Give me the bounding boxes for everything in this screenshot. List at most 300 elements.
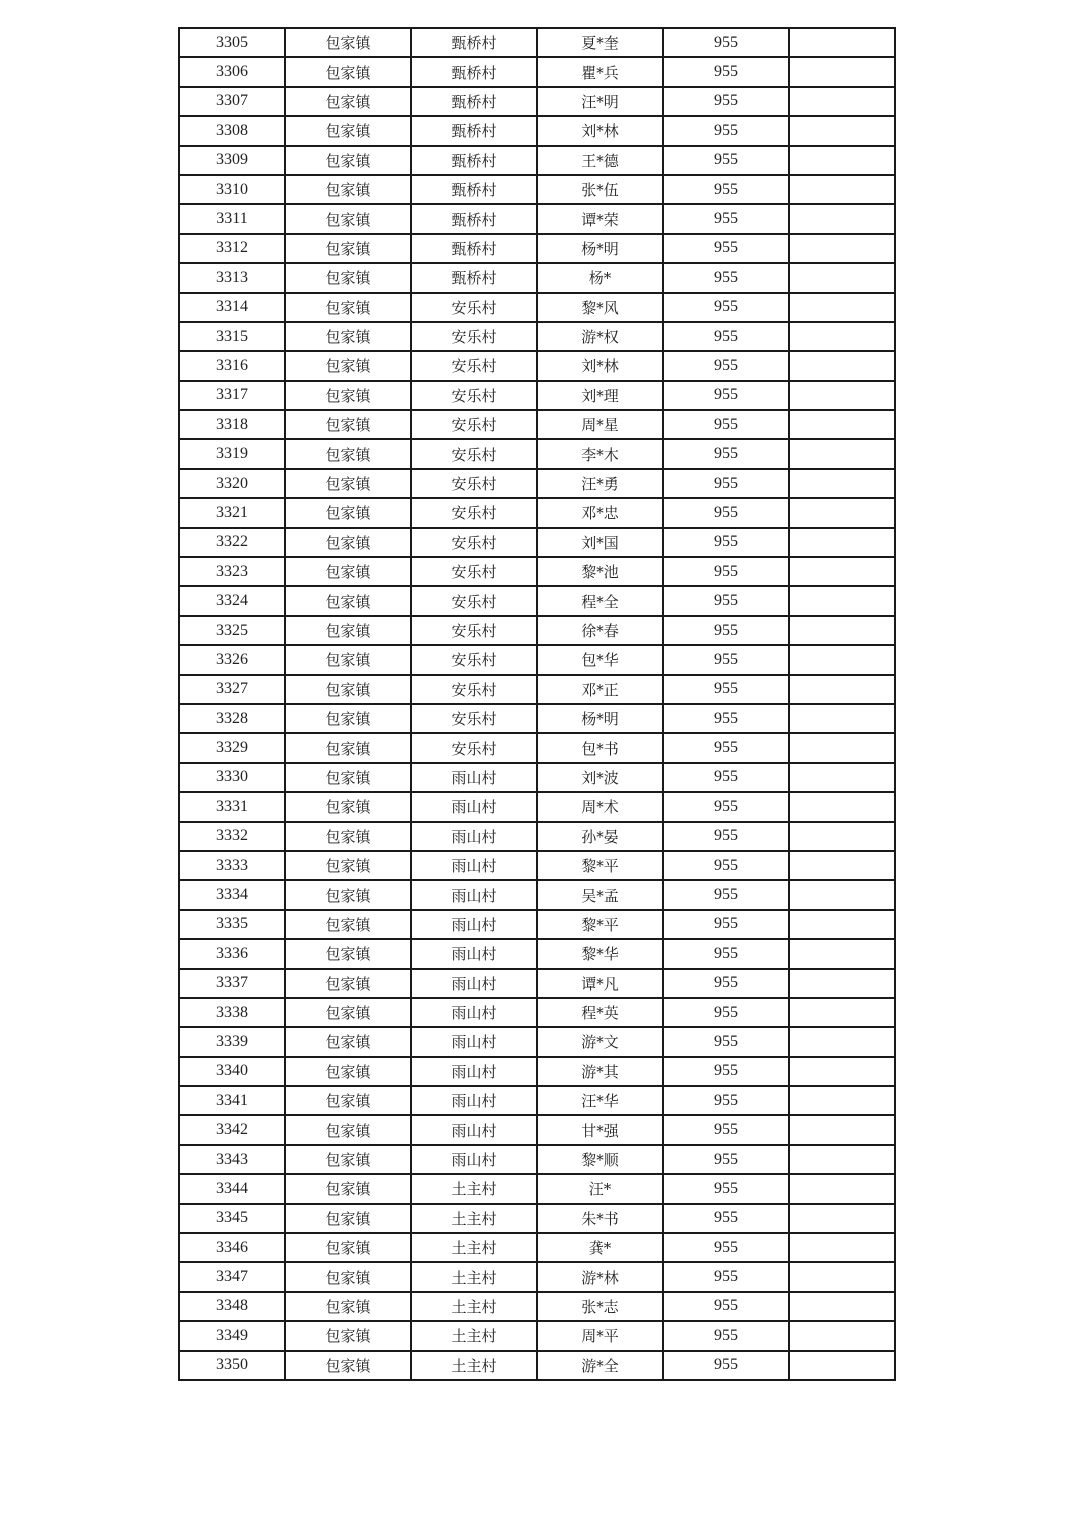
cell-town: 包家镇: [285, 1233, 411, 1262]
cell-remark: [789, 351, 895, 380]
cell-serial-number: 3313: [179, 263, 285, 292]
table-row: [179, 1233, 895, 1262]
cell-person-name: 周*术: [537, 792, 663, 821]
cell-serial-number: 3345: [179, 1204, 285, 1233]
cell-person-name: 黎*平: [537, 851, 663, 880]
cell-village: 安乐村: [411, 293, 537, 322]
cell-serial-number: 3315: [179, 322, 285, 351]
cell-amount: 955: [663, 87, 789, 116]
cell-town: 包家镇: [285, 969, 411, 998]
cell-town: 包家镇: [285, 557, 411, 586]
cell-serial-number: 3317: [179, 381, 285, 410]
cell-town: 包家镇: [285, 1351, 411, 1380]
table-row: [179, 410, 895, 439]
cell-village: 雨山村: [411, 1057, 537, 1086]
cell-serial-number: 3320: [179, 469, 285, 498]
cell-remark: [789, 1204, 895, 1233]
cell-village: 安乐村: [411, 704, 537, 733]
cell-remark: [789, 910, 895, 939]
cell-town: 包家镇: [285, 410, 411, 439]
cell-remark: [789, 1262, 895, 1291]
cell-amount: 955: [663, 616, 789, 645]
cell-village: 甄桥村: [411, 146, 537, 175]
cell-remark: [789, 263, 895, 292]
cell-village: 安乐村: [411, 410, 537, 439]
cell-town: 包家镇: [285, 498, 411, 527]
cell-amount: 955: [663, 204, 789, 233]
cell-person-name: 周*平: [537, 1321, 663, 1350]
cell-amount: 955: [663, 822, 789, 851]
cell-amount: 955: [663, 1321, 789, 1350]
cell-person-name: 汪*华: [537, 1086, 663, 1115]
cell-town: 包家镇: [285, 1174, 411, 1203]
cell-town: 包家镇: [285, 586, 411, 615]
cell-serial-number: 3338: [179, 998, 285, 1027]
cell-amount: 955: [663, 381, 789, 410]
cell-amount: 955: [663, 322, 789, 351]
cell-remark: [789, 1292, 895, 1321]
cell-serial-number: 3318: [179, 410, 285, 439]
cell-town: 包家镇: [285, 822, 411, 851]
cell-serial-number: 3330: [179, 763, 285, 792]
cell-amount: 955: [663, 175, 789, 204]
table-row: [179, 822, 895, 851]
table-row: [179, 733, 895, 762]
cell-person-name: 包*书: [537, 733, 663, 762]
cell-village: 安乐村: [411, 351, 537, 380]
cell-village: 安乐村: [411, 381, 537, 410]
cell-amount: 955: [663, 880, 789, 909]
cell-serial-number: 3331: [179, 792, 285, 821]
cell-village: 土主村: [411, 1204, 537, 1233]
cell-remark: [789, 880, 895, 909]
cell-town: 包家镇: [285, 351, 411, 380]
cell-serial-number: 3309: [179, 146, 285, 175]
cell-village: 安乐村: [411, 645, 537, 674]
table-row: [179, 998, 895, 1027]
cell-village: 安乐村: [411, 498, 537, 527]
cell-serial-number: 3311: [179, 204, 285, 233]
cell-village: 雨山村: [411, 939, 537, 968]
cell-person-name: 吴*孟: [537, 880, 663, 909]
cell-amount: 955: [663, 1057, 789, 1086]
cell-remark: [789, 586, 895, 615]
cell-remark: [789, 57, 895, 86]
cell-amount: 955: [663, 469, 789, 498]
cell-person-name: 游*权: [537, 322, 663, 351]
cell-serial-number: 3348: [179, 1292, 285, 1321]
cell-amount: 955: [663, 439, 789, 468]
cell-village: 安乐村: [411, 616, 537, 645]
cell-serial-number: 3342: [179, 1115, 285, 1144]
cell-serial-number: 3314: [179, 293, 285, 322]
cell-serial-number: 3335: [179, 910, 285, 939]
table-row: [179, 880, 895, 909]
cell-person-name: 张*志: [537, 1292, 663, 1321]
cell-remark: [789, 528, 895, 557]
cell-town: 包家镇: [285, 322, 411, 351]
cell-serial-number: 3316: [179, 351, 285, 380]
table-row: [179, 234, 895, 263]
cell-village: 雨山村: [411, 969, 537, 998]
cell-remark: [789, 1145, 895, 1174]
cell-village: 甄桥村: [411, 28, 537, 57]
cell-remark: [789, 469, 895, 498]
document-page: [178, 27, 896, 1381]
cell-person-name: 张*伍: [537, 175, 663, 204]
table-row: [179, 1086, 895, 1115]
table-row: [179, 116, 895, 145]
table-row: [179, 645, 895, 674]
cell-amount: 955: [663, 498, 789, 527]
cell-serial-number: 3336: [179, 939, 285, 968]
cell-remark: [789, 616, 895, 645]
cell-person-name: 黎*风: [537, 293, 663, 322]
cell-village: 土主村: [411, 1233, 537, 1262]
cell-person-name: 瞿*兵: [537, 57, 663, 86]
cell-amount: 955: [663, 410, 789, 439]
cell-village: 雨山村: [411, 1027, 537, 1056]
cell-serial-number: 3322: [179, 528, 285, 557]
cell-remark: [789, 1027, 895, 1056]
cell-village: 安乐村: [411, 322, 537, 351]
cell-town: 包家镇: [285, 57, 411, 86]
cell-person-name: 刘*林: [537, 116, 663, 145]
cell-amount: 955: [663, 645, 789, 674]
cell-serial-number: 3328: [179, 704, 285, 733]
cell-person-name: 刘*国: [537, 528, 663, 557]
cell-village: 安乐村: [411, 586, 537, 615]
table-row: [179, 87, 895, 116]
cell-town: 包家镇: [285, 439, 411, 468]
cell-amount: 955: [663, 57, 789, 86]
table-row: [179, 1027, 895, 1056]
cell-remark: [789, 822, 895, 851]
cell-town: 包家镇: [285, 1027, 411, 1056]
cell-remark: [789, 146, 895, 175]
cell-village: 甄桥村: [411, 116, 537, 145]
cell-village: 雨山村: [411, 792, 537, 821]
table-row: [179, 675, 895, 704]
cell-person-name: 朱*书: [537, 1204, 663, 1233]
table-row: [179, 969, 895, 998]
cell-amount: 955: [663, 146, 789, 175]
cell-serial-number: 3343: [179, 1145, 285, 1174]
cell-amount: 955: [663, 263, 789, 292]
cell-amount: 955: [663, 1233, 789, 1262]
cell-remark: [789, 410, 895, 439]
table-row: [179, 792, 895, 821]
cell-remark: [789, 204, 895, 233]
cell-amount: 955: [663, 28, 789, 57]
cell-amount: 955: [663, 1292, 789, 1321]
cell-remark: [789, 939, 895, 968]
cell-person-name: 包*华: [537, 645, 663, 674]
table-row: [179, 204, 895, 233]
table-row: [179, 851, 895, 880]
cell-village: 安乐村: [411, 469, 537, 498]
table-row: [179, 910, 895, 939]
table-row: [179, 1115, 895, 1144]
cell-remark: [789, 998, 895, 1027]
cell-person-name: 游*其: [537, 1057, 663, 1086]
cell-serial-number: 3325: [179, 616, 285, 645]
cell-village: 雨山村: [411, 851, 537, 880]
data-table: [178, 27, 896, 1381]
cell-person-name: 游*文: [537, 1027, 663, 1056]
cell-town: 包家镇: [285, 234, 411, 263]
cell-amount: 955: [663, 969, 789, 998]
cell-serial-number: 3327: [179, 675, 285, 704]
cell-serial-number: 3337: [179, 969, 285, 998]
cell-village: 安乐村: [411, 733, 537, 762]
cell-amount: 955: [663, 116, 789, 145]
table-row: [179, 146, 895, 175]
cell-serial-number: 3332: [179, 822, 285, 851]
cell-person-name: 甘*强: [537, 1115, 663, 1144]
cell-person-name: 孙*晏: [537, 822, 663, 851]
cell-person-name: 程*全: [537, 586, 663, 615]
cell-remark: [789, 28, 895, 57]
table-row: [179, 1292, 895, 1321]
cell-remark: [789, 557, 895, 586]
cell-amount: 955: [663, 586, 789, 615]
cell-serial-number: 3349: [179, 1321, 285, 1350]
cell-remark: [789, 116, 895, 145]
cell-town: 包家镇: [285, 851, 411, 880]
cell-town: 包家镇: [285, 763, 411, 792]
cell-person-name: 周*星: [537, 410, 663, 439]
cell-person-name: 刘*理: [537, 381, 663, 410]
cell-amount: 955: [663, 939, 789, 968]
table-row: [179, 1145, 895, 1174]
table-row: [179, 1351, 895, 1380]
cell-person-name: 汪*勇: [537, 469, 663, 498]
cell-village: 雨山村: [411, 1086, 537, 1115]
table-row: [179, 498, 895, 527]
cell-serial-number: 3310: [179, 175, 285, 204]
cell-person-name: 刘*波: [537, 763, 663, 792]
cell-serial-number: 3324: [179, 586, 285, 615]
cell-town: 包家镇: [285, 1145, 411, 1174]
table-row: [179, 528, 895, 557]
cell-town: 包家镇: [285, 528, 411, 557]
table-row: [179, 293, 895, 322]
table-row: [179, 616, 895, 645]
cell-town: 包家镇: [285, 792, 411, 821]
cell-serial-number: 3334: [179, 880, 285, 909]
cell-town: 包家镇: [285, 733, 411, 762]
cell-person-name: 李*木: [537, 439, 663, 468]
cell-amount: 955: [663, 1351, 789, 1380]
cell-person-name: 黎*平: [537, 910, 663, 939]
cell-town: 包家镇: [285, 263, 411, 292]
cell-remark: [789, 1321, 895, 1350]
cell-remark: [789, 733, 895, 762]
table-row: [179, 704, 895, 733]
cell-person-name: 谭*荣: [537, 204, 663, 233]
cell-remark: [789, 1174, 895, 1203]
cell-amount: 955: [663, 1086, 789, 1115]
cell-amount: 955: [663, 763, 789, 792]
cell-amount: 955: [663, 998, 789, 1027]
table-row: [179, 1204, 895, 1233]
cell-village: 土主村: [411, 1351, 537, 1380]
cell-person-name: 刘*林: [537, 351, 663, 380]
cell-remark: [789, 1351, 895, 1380]
cell-village: 雨山村: [411, 763, 537, 792]
cell-village: 甄桥村: [411, 204, 537, 233]
table-row: [179, 1174, 895, 1203]
cell-amount: 955: [663, 704, 789, 733]
cell-village: 雨山村: [411, 1145, 537, 1174]
table-body: [179, 28, 895, 1380]
cell-village: 安乐村: [411, 439, 537, 468]
cell-remark: [789, 1233, 895, 1262]
cell-amount: 955: [663, 234, 789, 263]
cell-amount: 955: [663, 351, 789, 380]
cell-remark: [789, 87, 895, 116]
cell-remark: [789, 322, 895, 351]
cell-village: 甄桥村: [411, 175, 537, 204]
cell-amount: 955: [663, 910, 789, 939]
cell-serial-number: 3341: [179, 1086, 285, 1115]
cell-person-name: 龚*: [537, 1233, 663, 1262]
cell-village: 土主村: [411, 1321, 537, 1350]
cell-town: 包家镇: [285, 1057, 411, 1086]
cell-village: 雨山村: [411, 998, 537, 1027]
cell-serial-number: 3339: [179, 1027, 285, 1056]
cell-amount: 955: [663, 528, 789, 557]
cell-person-name: 汪*明: [537, 87, 663, 116]
cell-amount: 955: [663, 1027, 789, 1056]
cell-serial-number: 3340: [179, 1057, 285, 1086]
cell-person-name: 汪*: [537, 1174, 663, 1203]
cell-remark: [789, 1115, 895, 1144]
cell-town: 包家镇: [285, 87, 411, 116]
cell-serial-number: 3350: [179, 1351, 285, 1380]
cell-town: 包家镇: [285, 146, 411, 175]
cell-amount: 955: [663, 733, 789, 762]
cell-person-name: 邓*忠: [537, 498, 663, 527]
cell-town: 包家镇: [285, 704, 411, 733]
cell-town: 包家镇: [285, 175, 411, 204]
table-row: [179, 351, 895, 380]
cell-remark: [789, 763, 895, 792]
cell-person-name: 黎*华: [537, 939, 663, 968]
cell-serial-number: 3306: [179, 57, 285, 86]
table-row: [179, 763, 895, 792]
cell-person-name: 王*德: [537, 146, 663, 175]
cell-town: 包家镇: [285, 469, 411, 498]
cell-person-name: 程*英: [537, 998, 663, 1027]
cell-amount: 955: [663, 792, 789, 821]
cell-remark: [789, 1057, 895, 1086]
cell-amount: 955: [663, 1115, 789, 1144]
table-row: [179, 1057, 895, 1086]
cell-remark: [789, 792, 895, 821]
cell-town: 包家镇: [285, 939, 411, 968]
cell-town: 包家镇: [285, 116, 411, 145]
cell-remark: [789, 234, 895, 263]
cell-amount: 955: [663, 557, 789, 586]
cell-person-name: 杨*明: [537, 234, 663, 263]
cell-person-name: 邓*正: [537, 675, 663, 704]
cell-serial-number: 3346: [179, 1233, 285, 1262]
table-row: [179, 557, 895, 586]
cell-amount: 955: [663, 1204, 789, 1233]
cell-town: 包家镇: [285, 1262, 411, 1291]
cell-village: 土主村: [411, 1174, 537, 1203]
cell-serial-number: 3307: [179, 87, 285, 116]
cell-remark: [789, 381, 895, 410]
cell-village: 雨山村: [411, 880, 537, 909]
cell-remark: [789, 704, 895, 733]
cell-town: 包家镇: [285, 616, 411, 645]
cell-serial-number: 3321: [179, 498, 285, 527]
cell-village: 甄桥村: [411, 263, 537, 292]
cell-village: 雨山村: [411, 822, 537, 851]
cell-person-name: 夏*奎: [537, 28, 663, 57]
cell-village: 土主村: [411, 1262, 537, 1291]
cell-serial-number: 3308: [179, 116, 285, 145]
cell-remark: [789, 645, 895, 674]
cell-village: 雨山村: [411, 1115, 537, 1144]
cell-serial-number: 3323: [179, 557, 285, 586]
cell-serial-number: 3312: [179, 234, 285, 263]
cell-village: 土主村: [411, 1292, 537, 1321]
cell-town: 包家镇: [285, 1292, 411, 1321]
cell-town: 包家镇: [285, 381, 411, 410]
cell-serial-number: 3344: [179, 1174, 285, 1203]
cell-remark: [789, 969, 895, 998]
cell-person-name: 徐*春: [537, 616, 663, 645]
cell-village: 安乐村: [411, 675, 537, 704]
table-row: [179, 381, 895, 410]
cell-town: 包家镇: [285, 1115, 411, 1144]
cell-serial-number: 3333: [179, 851, 285, 880]
cell-village: 甄桥村: [411, 57, 537, 86]
cell-town: 包家镇: [285, 645, 411, 674]
cell-town: 包家镇: [285, 675, 411, 704]
cell-village: 甄桥村: [411, 234, 537, 263]
cell-person-name: 谭*凡: [537, 969, 663, 998]
cell-amount: 955: [663, 1262, 789, 1291]
table-row: [179, 1321, 895, 1350]
table-row: [179, 263, 895, 292]
cell-amount: 955: [663, 293, 789, 322]
cell-remark: [789, 175, 895, 204]
cell-village: 安乐村: [411, 528, 537, 557]
table-row: [179, 57, 895, 86]
cell-town: 包家镇: [285, 880, 411, 909]
cell-amount: 955: [663, 1145, 789, 1174]
cell-village: 安乐村: [411, 557, 537, 586]
cell-town: 包家镇: [285, 910, 411, 939]
cell-person-name: 游*林: [537, 1262, 663, 1291]
table-row: [179, 175, 895, 204]
cell-remark: [789, 851, 895, 880]
cell-town: 包家镇: [285, 1321, 411, 1350]
cell-village: 甄桥村: [411, 87, 537, 116]
cell-person-name: 杨*: [537, 263, 663, 292]
cell-town: 包家镇: [285, 998, 411, 1027]
cell-remark: [789, 439, 895, 468]
cell-amount: 955: [663, 675, 789, 704]
cell-person-name: 黎*顺: [537, 1145, 663, 1174]
cell-serial-number: 3326: [179, 645, 285, 674]
cell-village: 雨山村: [411, 910, 537, 939]
